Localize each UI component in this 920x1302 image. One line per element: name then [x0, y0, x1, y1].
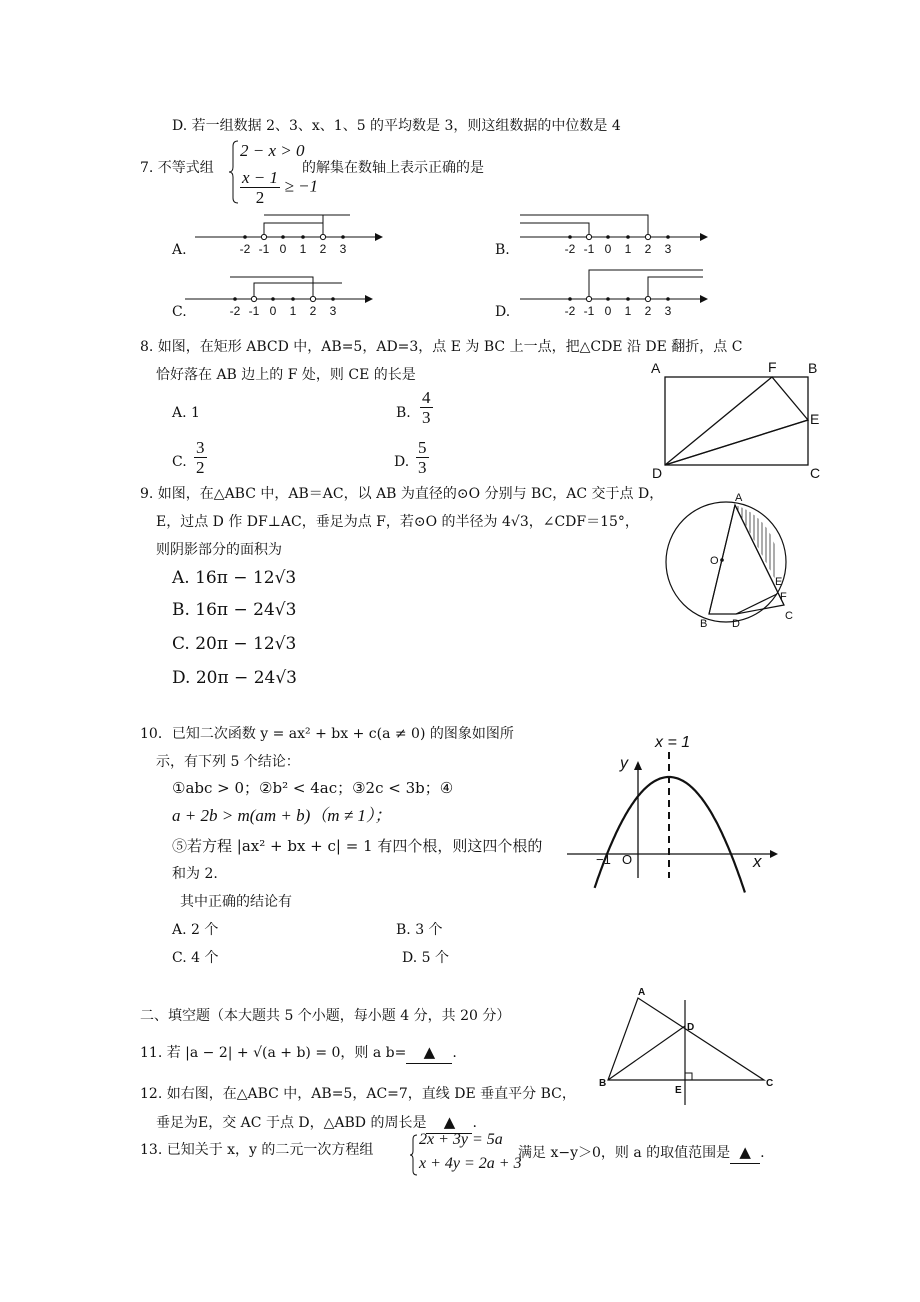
q10-neg1-label: −1 — [596, 852, 611, 867]
q8-label-d: D — [652, 465, 663, 481]
q11-tail: . — [452, 1045, 457, 1061]
q8-option-b-label: B. — [396, 405, 411, 421]
q7-system-line2-tail: ≥ −1 — [284, 176, 319, 196]
q7a-tick-2: 2 — [319, 242, 327, 256]
q7-option-d-label: D. — [495, 304, 511, 320]
q9-label-f: F — [780, 591, 787, 603]
q13-tail: . — [760, 1145, 765, 1161]
q9-label-o: O — [710, 555, 719, 567]
q12-label-d: D — [687, 1022, 695, 1033]
q8-label-e: E — [810, 411, 820, 427]
q7-numberline-b — [515, 210, 710, 256]
q13-answer-mark: ▲ — [739, 1143, 751, 1161]
q7d-tick-neg2: -2 — [564, 304, 576, 318]
q7c-tick-neg1: -1 — [248, 304, 260, 318]
q8-d-num: 5 — [418, 438, 427, 457]
q7b-tick-2: 2 — [644, 242, 652, 256]
q7-option-a-label: A. — [172, 242, 187, 258]
q10-origin-label: O — [622, 852, 633, 867]
q7d-tick-0: 0 — [604, 304, 612, 318]
q8-b-den: 3 — [422, 408, 431, 427]
q9-circle-figure — [664, 492, 804, 632]
q9-stem-line3: 则阴影部分的面积为 — [156, 542, 282, 558]
q13-suffix-text: 满足 x−y＞0，则 a 的取值范围是 — [518, 1145, 731, 1161]
q7b-tick-neg1: -1 — [583, 242, 595, 256]
q7d-tick-2: 2 — [644, 304, 652, 318]
q12-triangle-figure — [596, 985, 786, 1110]
q13-system-brace — [410, 1134, 418, 1176]
q9-option-a: A. 16π − 12√3 — [172, 568, 297, 588]
q8-stem-line2: 恰好落在 AB 边上的 F 处，则 CE 的长是 — [156, 367, 416, 383]
q6-option-d: D. 若一组数据 2、3、x、1、5 的平均数是 3，则这组数据的中位数是 4 — [172, 118, 621, 134]
q8-label-c: C — [810, 465, 821, 481]
q10-prompt: 其中正确的结论有 — [180, 894, 292, 910]
q10-option-b: B. 3 个 — [396, 922, 443, 938]
q7c-tick-3: 3 — [329, 304, 337, 318]
q12-label-b: B — [599, 1078, 607, 1089]
q7b-tick-3: 3 — [664, 242, 672, 256]
q12-label-a: A — [638, 987, 646, 998]
q9-label-e: E — [775, 576, 783, 588]
q13-answer-blank[interactable] — [730, 1142, 760, 1164]
q12-line2-text: 垂足为E，交 AC 于点 D，△ABD 的周长是 — [156, 1115, 427, 1131]
q7b-tick-1: 1 — [624, 242, 632, 256]
q7a-tick-neg1: -1 — [258, 242, 270, 256]
q10-option-d: D. 5 个 — [402, 950, 449, 966]
q10-option-c: C. 4 个 — [172, 950, 219, 966]
q10-conclusion-5: ⑤若方程 |ax² + bx + c| = 1 有四个根，则这四个根的 — [172, 837, 543, 855]
section-2-title: 二、填空题（本大题共 5 个小题，每小题 4 分，共 20 分） — [140, 1008, 511, 1024]
q7d-tick-neg1: -1 — [583, 304, 595, 318]
q8-option-c-label: C. — [172, 454, 187, 470]
q11-answer-mark: ▲ — [423, 1043, 436, 1061]
q7-system-fraction — [240, 168, 280, 207]
q8-option-d-label: D. — [394, 454, 410, 470]
q8-stem-line1: 8. 如图，在矩形 ABCD 中，AB=5，AD=3，点 E 为 BC 上一点，把△CDE 沿 DE 翻折，点 C — [140, 339, 743, 355]
q7b-tick-0: 0 — [604, 242, 612, 256]
q7d-tick-1: 1 — [624, 304, 632, 318]
q7-stem-suffix: 的解集在数轴上表示正确的是 — [302, 160, 484, 176]
q11-answer-blank[interactable] — [406, 1042, 452, 1064]
q12-answer-mark: ▲ — [443, 1113, 456, 1131]
q9-label-a: A — [735, 492, 743, 504]
q7-numberline-c — [180, 272, 375, 318]
q8-option-a: A. 1 — [172, 405, 200, 421]
q7b-tick-neg2: -2 — [564, 242, 576, 256]
q11-text: 11. 若 |a − 2| + √(a + b) = 0，则 a b= — [140, 1045, 407, 1061]
q13-eq2: x + 4y = 2a + 3 — [419, 1155, 522, 1172]
q7-numberline-a — [190, 210, 385, 256]
q7-numberline-d — [515, 270, 710, 316]
q12-label-e: E — [675, 1085, 682, 1096]
q10-stem-line2: 示，有下列 5 个结论： — [156, 754, 300, 770]
q10-parabola-graph — [565, 730, 785, 880]
q8-option-d-fraction — [416, 438, 429, 477]
q7-stem-prefix: 7. 不等式组 — [140, 160, 214, 176]
q7a-tick-0: 0 — [279, 242, 287, 256]
q9-label-b: B — [700, 618, 708, 630]
q8-d-den: 3 — [418, 458, 427, 477]
q7a-tick-neg2: -2 — [239, 242, 251, 256]
q7-frac-num: x − 1 — [242, 168, 279, 187]
q7a-tick-1: 1 — [299, 242, 307, 256]
q10-option-a: A. 2 个 — [172, 922, 219, 938]
q8-rectangle-figure — [648, 357, 821, 482]
q10-stem-line1: 10．已知二次函数 y = ax² + bx + c(a ≠ 0) 的图象如图所 — [140, 726, 514, 742]
q7c-tick-neg2: -2 — [229, 304, 241, 318]
q8-label-a: A — [651, 360, 661, 376]
q8-option-b-fraction — [420, 388, 433, 427]
q10-y-label: y — [620, 755, 628, 772]
q10-x-label: x — [753, 852, 762, 871]
q13-eq1: 2x + 3y = 5a — [419, 1131, 503, 1148]
q7d-tick-3: 3 — [664, 304, 672, 318]
q13-stem-prefix: 13. 已知关于 x，y 的二元一次方程组 — [140, 1142, 374, 1158]
q9-stem-line1: 9. 如图，在△ABC 中，AB＝AC，以 AB 为直径的⊙O 分别与 BC，AC 交于点 D， — [140, 486, 664, 502]
q8-label-f: F — [768, 359, 777, 375]
q7c-tick-2: 2 — [309, 304, 317, 318]
q9-stem-line2: E，过点 D 作 DF⊥AC，垂足为点 F，若⊙O 的半径为 4√3，∠CDF＝15°， — [156, 514, 639, 530]
q10-conclusions-1-4: ①abc > 0；②b² < 4ac；③2c < 3b；④ — [172, 779, 454, 797]
q9-option-c: C. 20π − 12√3 — [172, 634, 297, 654]
q8-c-den: 2 — [196, 458, 205, 477]
q8-option-c-fraction — [194, 438, 207, 477]
q8-c-num: 3 — [196, 438, 205, 457]
q7-system-line1: 2 − x > 0 — [240, 141, 305, 160]
q8-b-num: 4 — [422, 388, 431, 407]
q7c-tick-0: 0 — [269, 304, 277, 318]
q9-label-d: D — [732, 618, 740, 630]
q9-label-c: C — [785, 610, 793, 622]
q9-option-b: B. 16π − 24√3 — [172, 600, 297, 620]
q13-stem-suffix — [518, 1142, 765, 1164]
q11-stem — [140, 1042, 457, 1064]
q7a-tick-3: 3 — [339, 242, 347, 256]
q7-system-brace — [229, 140, 239, 204]
q12-tail: . — [472, 1115, 477, 1131]
q9-option-d: D. 20π − 24√3 — [172, 668, 297, 688]
q10-conclusion-5-cont: 和为 2. — [172, 866, 218, 882]
q7-option-b-label: B. — [495, 242, 510, 258]
q7c-tick-1: 1 — [289, 304, 297, 318]
q8-label-b: B — [808, 360, 818, 376]
q10-axis-line-label: x = 1 — [655, 734, 691, 751]
q7-option-c-label: C. — [172, 304, 187, 320]
q10-conclusion-4-cont: a + 2b > m(am + b)（m ≠ 1）； — [172, 806, 392, 825]
q12-stem-line1: 12. 如右图，在△ABC 中，AB=5，AC=7，直线 DE 垂直平分 BC， — [140, 1086, 576, 1102]
q7-frac-den: 2 — [255, 188, 265, 207]
q12-label-c: C — [766, 1078, 774, 1089]
